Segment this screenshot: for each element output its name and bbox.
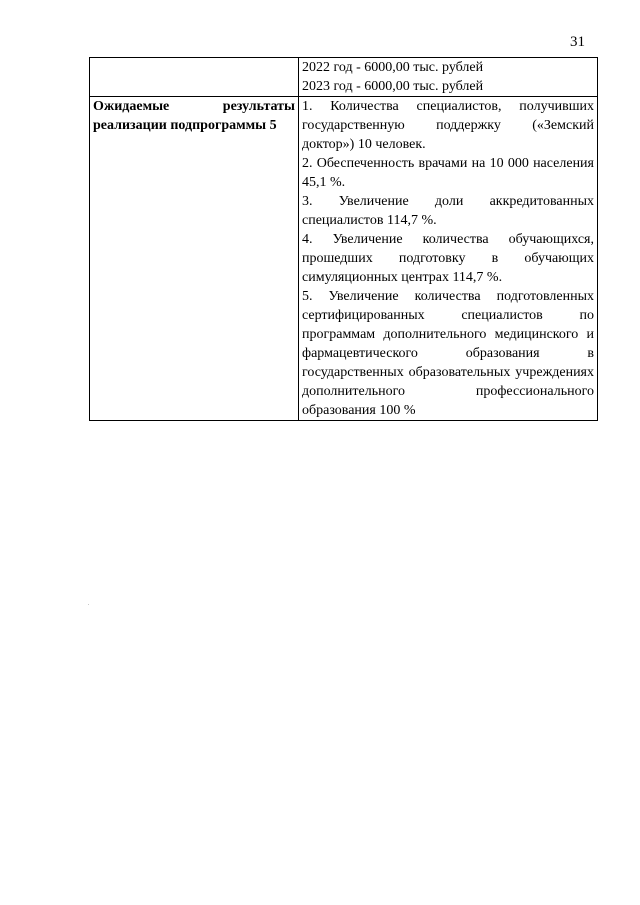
results-row (90, 97, 598, 421)
funding-label-cell (90, 58, 299, 97)
scan-artifact (88, 604, 89, 605)
result-item-3: 3. Увеличение доли аккредитованных специалистов 114,7 %. (302, 194, 594, 228)
funding-2023: 2023 год - 6000,00 тыс. рублей (302, 79, 484, 94)
funding-values-cell (299, 58, 598, 97)
subprogram-table (89, 57, 598, 421)
results-list (299, 97, 598, 421)
page-number: 31 (570, 34, 585, 50)
results-label: Ожидаемые результаты реализации подпрограммы 5 (90, 97, 299, 421)
funding-2022: 2022 год - 6000,00 тыс. рублей (302, 60, 484, 75)
result-item-2: 2. Обеспеченность врачами на 10 000 населения 45,1 %. (302, 156, 594, 190)
result-item-4: 4. Увеличение количества обучающихся, прошедших подготовку в обучающих симуляционных центрах 114,7 %. (302, 232, 594, 285)
result-item-5: 5. Увеличение количества подготовленных сертифицированных специалистов по программам дополнительного медицинского и фармацевтического образования в государственных образовательных учреждениях дополнительного профессионального образования 100 % (302, 289, 594, 418)
funding-row (90, 58, 598, 97)
result-item-1: 1. Количества специалистов, получивших государственную поддержку («Земский доктор») 10 человек. (302, 99, 594, 152)
